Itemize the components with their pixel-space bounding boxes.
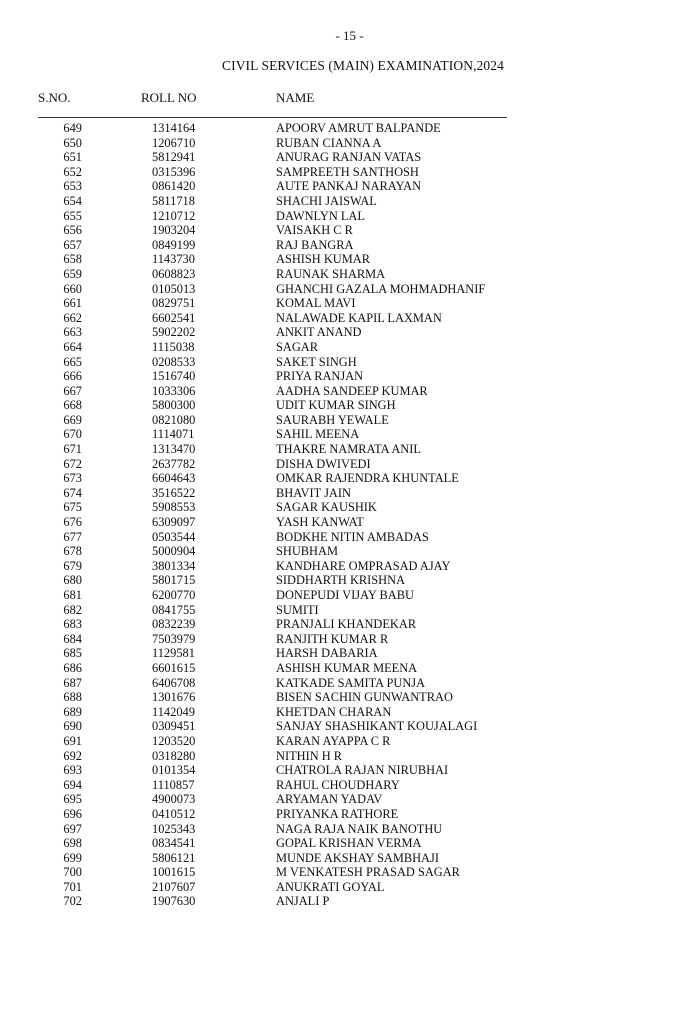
table-row bbox=[0, 384, 699, 399]
roll-no-cell: 1001615 bbox=[152, 865, 196, 880]
roll-no-cell: 1210712 bbox=[152, 208, 196, 223]
name-cell: NALAWADE KAPIL LAXMAN bbox=[276, 310, 442, 325]
table-row bbox=[0, 136, 699, 151]
table-row bbox=[0, 588, 699, 603]
roll-no-cell: 1110857 bbox=[152, 777, 195, 792]
roll-no-cell: 1129581 bbox=[152, 646, 195, 661]
name-cell: SIDDHARTH KRISHNA bbox=[276, 573, 406, 588]
table-row bbox=[0, 311, 699, 326]
sno-cell: 680 bbox=[63, 573, 82, 588]
name-cell: ANUKRATI GOYAL bbox=[276, 879, 385, 894]
sno-cell: 678 bbox=[63, 544, 82, 559]
sno-cell: 665 bbox=[63, 354, 82, 369]
table-row bbox=[0, 500, 699, 515]
sno-cell: 701 bbox=[63, 879, 82, 894]
name-cell: BHAVIT JAIN bbox=[276, 485, 351, 500]
table-row bbox=[0, 413, 699, 428]
name-cell: MUNDE AKSHAY SAMBHAJI bbox=[276, 850, 439, 865]
roll-no-cell: 0821080 bbox=[152, 412, 196, 427]
name-cell: GOPAL KRISHAN VERMA bbox=[276, 836, 422, 851]
roll-no-cell: 0101354 bbox=[152, 763, 196, 778]
table-row bbox=[0, 763, 699, 778]
roll-no-cell: 5812941 bbox=[152, 150, 196, 165]
sno-cell: 654 bbox=[63, 193, 82, 208]
roll-no-cell: 0315396 bbox=[152, 164, 196, 179]
name-cell: RAHUL CHOUDHARY bbox=[276, 777, 400, 792]
sno-cell: 657 bbox=[63, 237, 82, 252]
sno-cell: 671 bbox=[63, 442, 82, 457]
sno-cell: 696 bbox=[63, 806, 82, 821]
roll-no-cell: 1203520 bbox=[152, 733, 196, 748]
sno-cell: 686 bbox=[63, 660, 82, 675]
table-row bbox=[0, 515, 699, 530]
table-row bbox=[0, 690, 699, 705]
sno-cell: 661 bbox=[63, 296, 82, 311]
sno-cell: 700 bbox=[63, 865, 82, 880]
name-cell: RAUNAK SHARMA bbox=[276, 266, 386, 281]
name-cell: KANDHARE OMPRASAD AJAY bbox=[276, 558, 451, 573]
table-row bbox=[0, 734, 699, 749]
name-cell: APOORV AMRUT BALPANDE bbox=[276, 121, 441, 135]
roll-no-cell: 2637782 bbox=[152, 456, 196, 471]
sno-cell: 667 bbox=[63, 383, 82, 398]
table-row bbox=[0, 369, 699, 384]
sno-cell: 687 bbox=[63, 675, 82, 690]
name-cell: SAKET SINGH bbox=[276, 354, 357, 369]
roll-no-cell: 0105013 bbox=[152, 281, 196, 296]
roll-no-cell: 5902202 bbox=[152, 325, 196, 340]
sno-cell: 674 bbox=[63, 485, 82, 500]
name-cell: ANKIT ANAND bbox=[276, 325, 362, 340]
sno-cell: 663 bbox=[63, 325, 82, 340]
name-cell: OMKAR RAJENDRA KHUNTALE bbox=[276, 471, 459, 486]
roll-no-cell: 0309451 bbox=[152, 719, 196, 734]
table-row bbox=[0, 209, 699, 224]
sno-cell: 697 bbox=[63, 821, 82, 836]
roll-no-cell: 1142049 bbox=[152, 704, 195, 719]
name-cell: CHATROLA RAJAN NIRUBHAI bbox=[276, 763, 449, 778]
name-cell: THAKRE NAMRATA ANIL bbox=[276, 442, 421, 457]
name-cell: SUMITI bbox=[276, 602, 319, 617]
table-row bbox=[0, 646, 699, 661]
name-cell: GHANCHI GAZALA MOHMADHANIF bbox=[276, 281, 486, 296]
sno-cell: 658 bbox=[63, 252, 82, 267]
name-cell: ANJALI P bbox=[276, 894, 330, 909]
table-row bbox=[0, 282, 699, 297]
name-cell: NAGA RAJA NAIK BANOTHU bbox=[276, 821, 443, 836]
roll-no-cell: 1206710 bbox=[152, 135, 196, 150]
name-cell: KOMAL MAVI bbox=[276, 296, 356, 311]
name-cell: SAGAR KAUSHIK bbox=[276, 500, 377, 515]
table-row bbox=[0, 676, 699, 691]
sno-cell: 652 bbox=[63, 164, 82, 179]
sno-cell: 660 bbox=[63, 281, 82, 296]
table-row bbox=[0, 340, 699, 355]
roll-no-cell: 1301676 bbox=[152, 690, 196, 705]
table-row bbox=[0, 150, 699, 165]
name-cell: NITHIN H R bbox=[276, 748, 343, 763]
name-cell: SAURABH YEWALE bbox=[276, 412, 389, 427]
table-row bbox=[0, 603, 699, 618]
sno-cell: 651 bbox=[63, 150, 82, 165]
table-row bbox=[0, 457, 699, 472]
sno-cell: 669 bbox=[63, 412, 82, 427]
table-row bbox=[0, 792, 699, 807]
table-row bbox=[0, 486, 699, 501]
table-header bbox=[0, 90, 699, 108]
name-cell: HARSH DABARIA bbox=[276, 646, 378, 661]
sno-cell: 699 bbox=[63, 850, 82, 865]
table-row bbox=[0, 530, 699, 545]
table-row bbox=[0, 427, 699, 442]
sno-cell: 656 bbox=[63, 223, 82, 238]
roll-no-cell: 0318280 bbox=[152, 748, 196, 763]
sno-cell: 681 bbox=[63, 588, 82, 602]
table-row bbox=[0, 573, 699, 588]
table-row bbox=[0, 836, 699, 851]
name-cell: VAISAKH C R bbox=[276, 223, 353, 238]
table-row bbox=[0, 398, 699, 413]
sno-cell: 690 bbox=[63, 719, 82, 734]
sno-cell: 685 bbox=[63, 646, 82, 661]
table-row bbox=[0, 632, 699, 647]
name-cell: KATKADE SAMITA PUNJA bbox=[276, 675, 426, 690]
sno-cell: 650 bbox=[63, 135, 82, 150]
roll-no-cell: 6200770 bbox=[152, 588, 196, 602]
table-row bbox=[0, 442, 699, 457]
roll-no-cell: 6601615 bbox=[152, 660, 196, 675]
sno-cell: 692 bbox=[63, 748, 82, 763]
roll-no-cell: 1516740 bbox=[152, 369, 196, 384]
table-row bbox=[0, 778, 699, 793]
table-row bbox=[0, 865, 699, 880]
table-row bbox=[0, 807, 699, 822]
table-row bbox=[0, 194, 699, 209]
table-row bbox=[0, 121, 699, 136]
table-row bbox=[0, 851, 699, 866]
name-cell: SANJAY SHASHIKANT KOUJALAGI bbox=[276, 719, 478, 734]
roll-no-cell: 5908553 bbox=[152, 500, 196, 515]
table-row bbox=[0, 719, 699, 734]
sno-cell: 662 bbox=[63, 310, 82, 325]
table-row bbox=[0, 544, 699, 559]
sno-cell: 659 bbox=[63, 266, 82, 281]
sno-cell: 677 bbox=[63, 529, 82, 544]
name-cell: SAGAR bbox=[276, 339, 318, 354]
name-cell: RAJ BANGRA bbox=[276, 237, 354, 252]
table-row bbox=[0, 223, 699, 238]
roll-no-cell: 1033306 bbox=[152, 383, 196, 398]
sno-cell: 673 bbox=[63, 471, 82, 486]
table-row bbox=[0, 894, 699, 909]
sno-cell: 702 bbox=[63, 894, 82, 909]
sno-cell: 682 bbox=[63, 602, 82, 617]
roll-no-cell: 1025343 bbox=[152, 821, 196, 836]
sno-cell: 694 bbox=[63, 777, 82, 792]
sno-cell: 698 bbox=[63, 836, 82, 851]
roll-no-cell: 5801715 bbox=[152, 573, 196, 588]
name-cell: SHACHI JAISWAL bbox=[276, 193, 377, 208]
roll-no-cell: 0834541 bbox=[152, 836, 196, 851]
sno-cell: 684 bbox=[63, 631, 82, 646]
name-cell: YASH KANWAT bbox=[276, 515, 364, 530]
name-cell: ANURAG RANJAN VATAS bbox=[276, 150, 422, 165]
roll-no-cell: 7503979 bbox=[152, 631, 196, 646]
name-cell: PRIYA RANJAN bbox=[276, 369, 364, 384]
table-row bbox=[0, 822, 699, 837]
roll-no-cell: 4900073 bbox=[152, 792, 196, 807]
table-row bbox=[0, 471, 699, 486]
roll-no-cell: 6406708 bbox=[152, 675, 196, 690]
table-row bbox=[0, 325, 699, 340]
sno-cell: 695 bbox=[63, 792, 82, 807]
name-cell: ASHISH KUMAR bbox=[276, 252, 370, 267]
sno-cell: 655 bbox=[63, 208, 82, 223]
name-cell: BODKHE NITIN AMBADAS bbox=[276, 529, 429, 544]
table-row bbox=[0, 661, 699, 676]
name-cell: ASHISH KUMAR MEENA bbox=[276, 660, 418, 675]
name-cell: PRIYANKA RATHORE bbox=[276, 806, 399, 821]
name-cell: PRANJALI KHANDEKAR bbox=[276, 617, 417, 632]
table-row bbox=[0, 252, 699, 267]
name-cell: SAHIL MEENA bbox=[276, 427, 360, 442]
roll-no-cell: 5800300 bbox=[152, 398, 196, 413]
name-cell: DONEPUDI VIJAY BABU bbox=[276, 588, 414, 602]
table-row bbox=[0, 749, 699, 764]
name-cell: SHUBHAM bbox=[276, 544, 338, 559]
sno-cell: 668 bbox=[63, 398, 82, 413]
table-row bbox=[0, 179, 699, 194]
column-header-roll-no: ROLL NO bbox=[141, 90, 197, 105]
roll-no-cell: 6602541 bbox=[152, 310, 196, 325]
sno-cell: 676 bbox=[63, 515, 82, 530]
roll-no-cell: 5806121 bbox=[152, 850, 196, 865]
name-cell: RANJITH KUMAR R bbox=[276, 631, 389, 646]
name-cell: UDIT KUMAR SINGH bbox=[276, 398, 396, 413]
name-cell: M VENKATESH PRASAD SAGAR bbox=[276, 865, 460, 880]
name-cell: BISEN SACHIN GUNWANTRAO bbox=[276, 690, 453, 705]
roll-no-cell: 1114071 bbox=[152, 427, 195, 442]
roll-no-cell: 0208533 bbox=[152, 354, 196, 369]
roll-no-cell: 1115038 bbox=[152, 339, 195, 354]
roll-no-cell: 0829751 bbox=[152, 296, 196, 311]
name-cell: DAWNLYN LAL bbox=[276, 208, 365, 223]
sno-cell: 675 bbox=[63, 500, 82, 515]
table-row bbox=[0, 617, 699, 632]
table-row bbox=[0, 705, 699, 720]
name-cell: KHETDAN CHARAN bbox=[276, 704, 392, 719]
sno-cell: 672 bbox=[63, 456, 82, 471]
column-header-sno: S.NO. bbox=[38, 90, 71, 105]
sno-cell: 688 bbox=[63, 690, 82, 705]
roll-no-cell: 0849199 bbox=[152, 237, 196, 252]
table-row bbox=[0, 559, 699, 574]
page-number: - 15 - bbox=[335, 28, 364, 43]
roll-no-cell: 1907630 bbox=[152, 894, 196, 909]
sno-cell: 691 bbox=[63, 733, 82, 748]
sno-cell: 689 bbox=[63, 704, 82, 719]
roll-no-cell: 0608823 bbox=[152, 266, 196, 281]
table-row bbox=[0, 355, 699, 370]
name-cell: SAMPREETH SANTHOSH bbox=[276, 164, 419, 179]
sno-cell: 664 bbox=[63, 339, 82, 354]
name-cell: ARYAMAN YADAV bbox=[276, 792, 383, 807]
table-row bbox=[0, 880, 699, 895]
header-divider bbox=[38, 117, 507, 118]
roll-no-cell: 3801334 bbox=[152, 558, 196, 573]
roll-no-cell: 1903204 bbox=[152, 223, 196, 238]
roll-no-cell: 0410512 bbox=[152, 806, 196, 821]
sno-cell: 666 bbox=[63, 369, 82, 384]
roll-no-cell: 0861420 bbox=[152, 179, 196, 194]
roll-no-cell: 2107607 bbox=[152, 879, 196, 894]
roll-no-cell: 5811718 bbox=[152, 193, 195, 208]
table-row bbox=[0, 238, 699, 253]
roll-no-cell: 0832239 bbox=[152, 617, 196, 632]
name-cell: RUBAN CIANNA A bbox=[276, 135, 382, 150]
roll-no-cell: 1313470 bbox=[152, 442, 196, 457]
name-cell: KARAN AYAPPA C R bbox=[276, 733, 391, 748]
name-cell: AUTE PANKAJ NARAYAN bbox=[276, 179, 422, 194]
name-cell: DISHA DWIVEDI bbox=[276, 456, 371, 471]
roll-no-cell: 0841755 bbox=[152, 602, 196, 617]
roll-no-cell: 1314164 bbox=[152, 121, 196, 135]
table-row bbox=[0, 296, 699, 311]
exam-title: CIVIL SERVICES (MAIN) EXAMINATION,2024 bbox=[222, 58, 504, 73]
roll-no-cell: 6604643 bbox=[152, 471, 196, 486]
roll-no-cell: 1143730 bbox=[152, 252, 195, 267]
sno-cell: 649 bbox=[63, 121, 82, 135]
sno-cell: 693 bbox=[63, 763, 82, 778]
sno-cell: 670 bbox=[63, 427, 82, 442]
name-cell: AADHA SANDEEP KUMAR bbox=[276, 383, 428, 398]
roll-no-cell: 3516522 bbox=[152, 485, 196, 500]
column-header-name: NAME bbox=[276, 90, 315, 105]
table-row bbox=[0, 267, 699, 282]
sno-cell: 653 bbox=[63, 179, 82, 194]
table-row bbox=[0, 165, 699, 180]
roll-no-cell: 5000904 bbox=[152, 544, 196, 559]
sno-cell: 683 bbox=[63, 617, 82, 632]
roll-no-cell: 0503544 bbox=[152, 529, 196, 544]
sno-cell: 679 bbox=[63, 558, 82, 573]
roll-no-cell: 6309097 bbox=[152, 515, 196, 530]
results-table-body bbox=[0, 121, 699, 909]
